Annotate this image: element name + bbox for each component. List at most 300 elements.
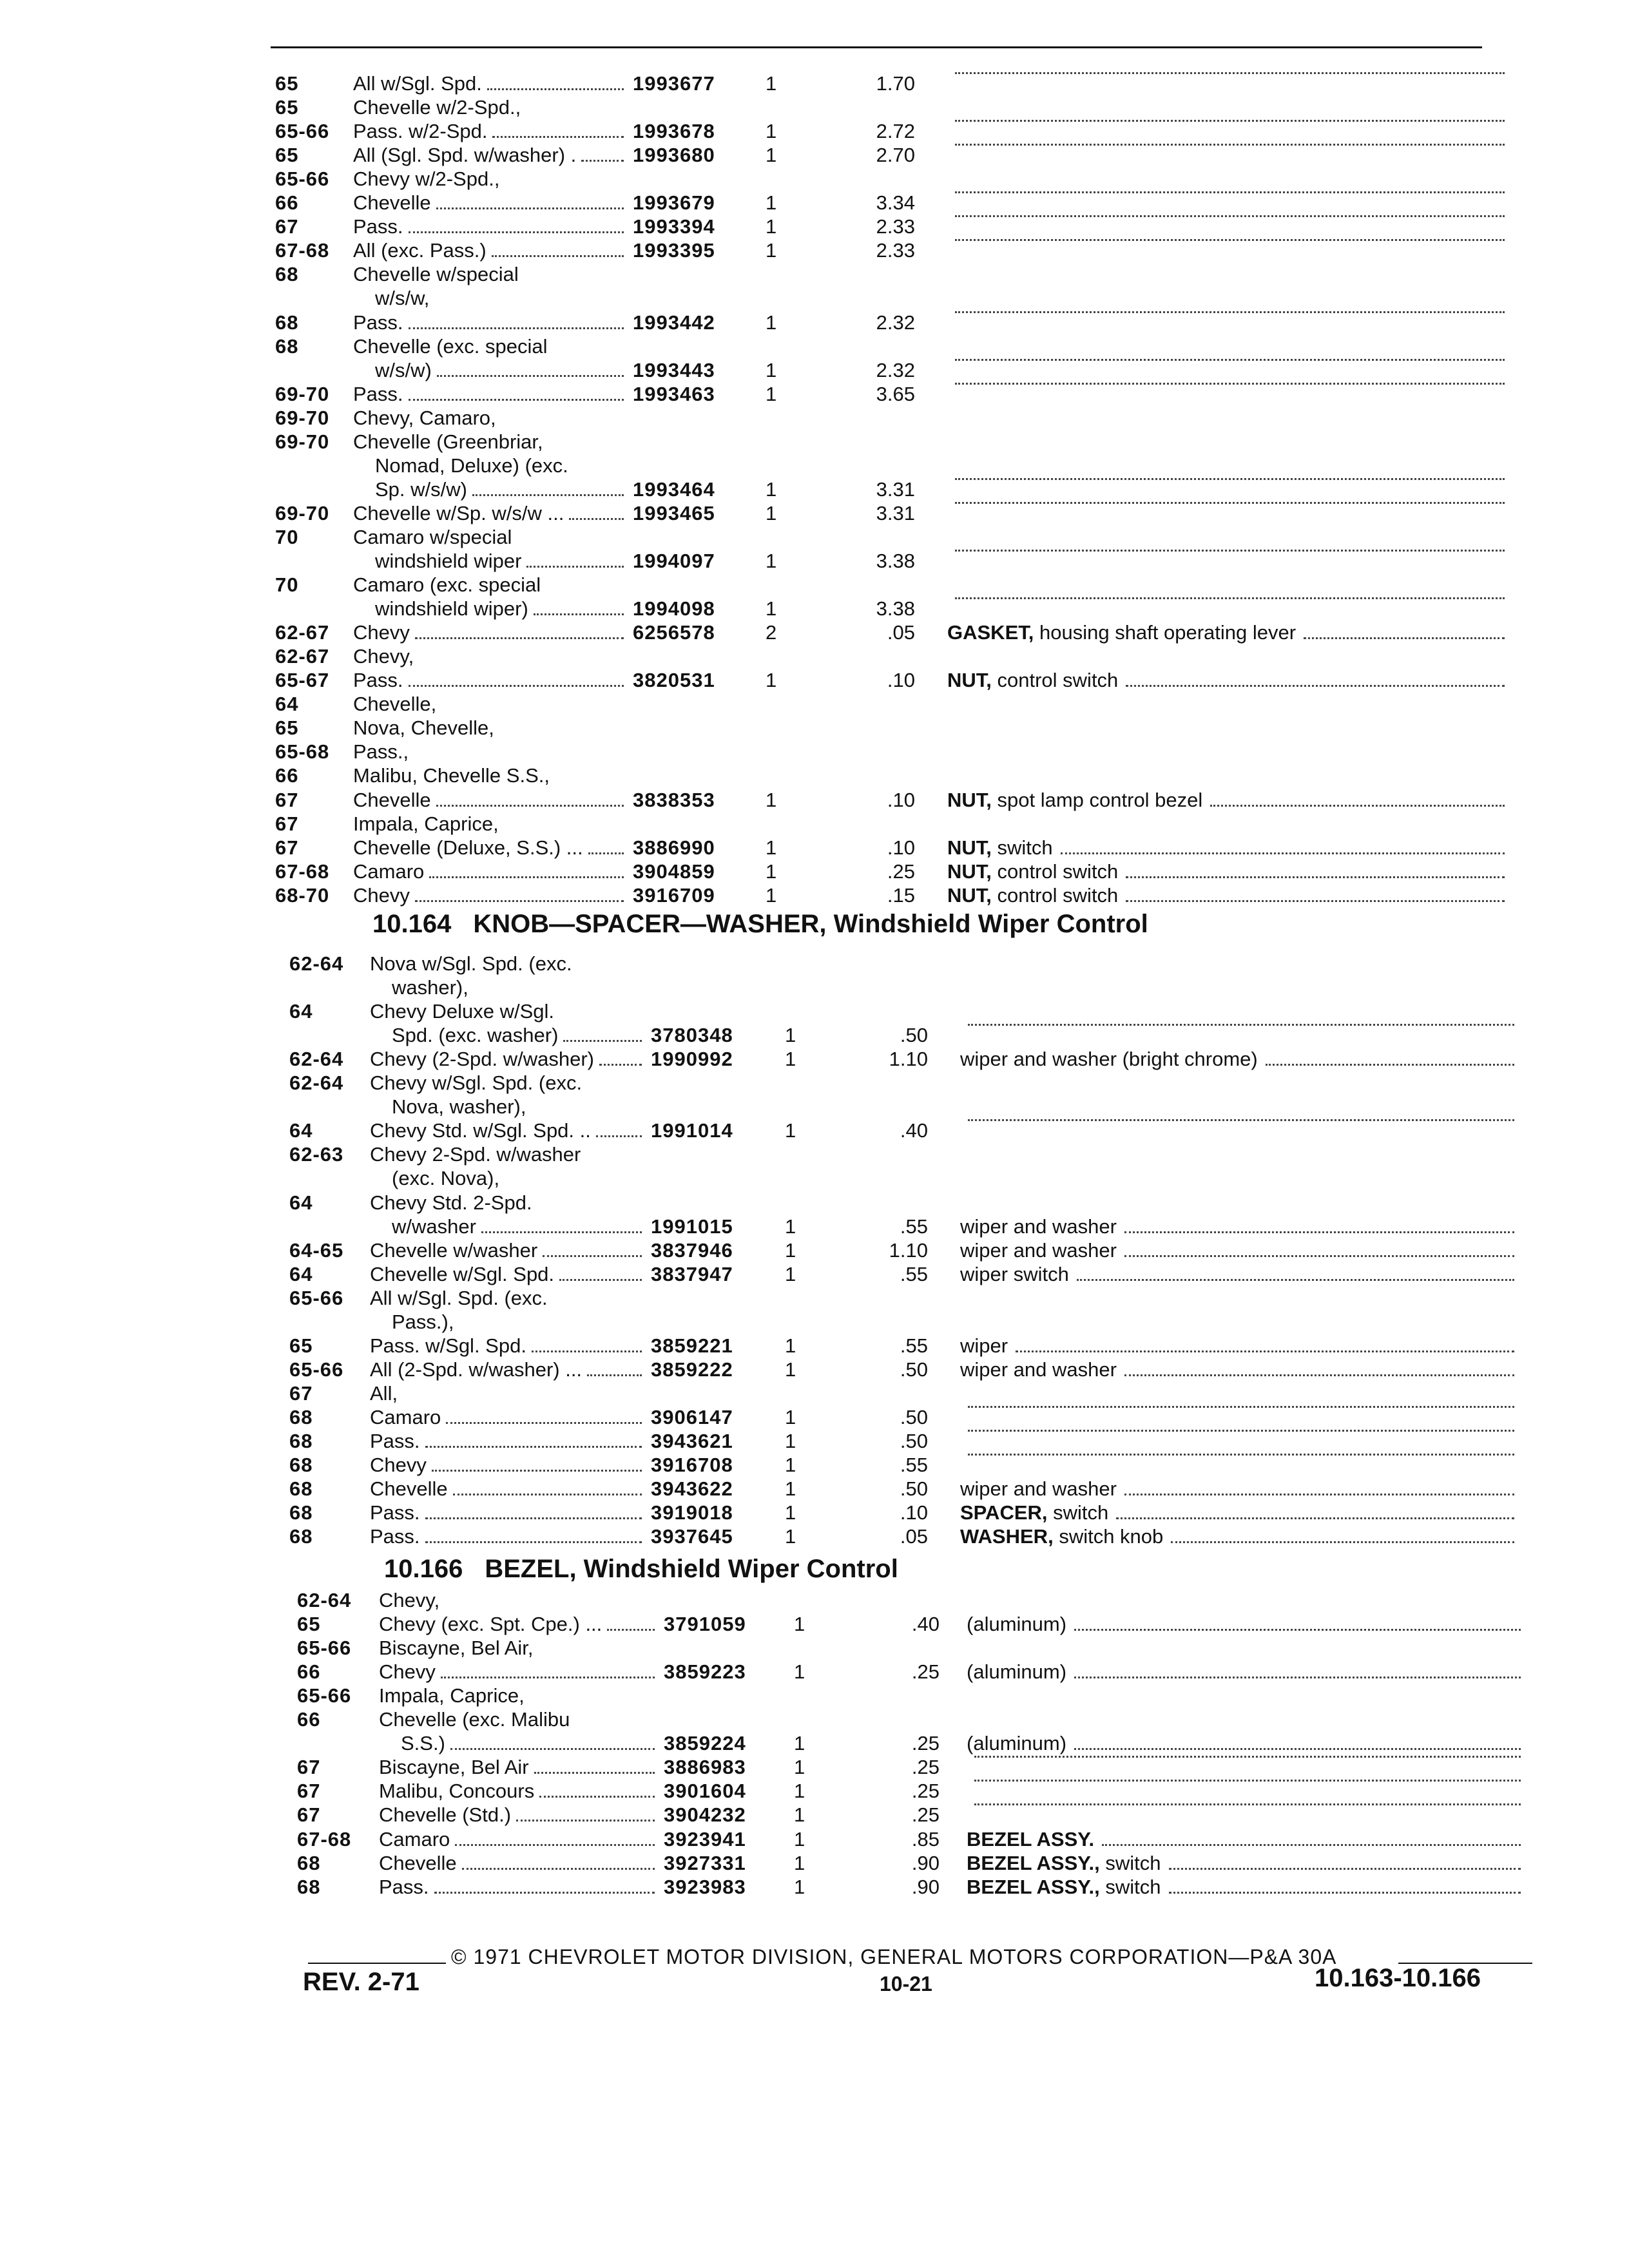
price: .25	[911, 1780, 940, 1803]
quantity: 1	[766, 836, 777, 859]
leader-dots	[581, 160, 624, 162]
model-text: w/s/w)	[375, 358, 432, 381]
description-cell	[947, 550, 1505, 557]
model-cell	[401, 1732, 659, 1755]
description-text	[960, 1477, 1117, 1501]
model-text: Biscayne, Bel Air	[379, 1756, 529, 1779]
part-number: 3859223	[664, 1660, 746, 1684]
model-cell	[375, 597, 628, 620]
leader-dots	[534, 613, 624, 615]
leader-dots	[450, 1748, 655, 1750]
model-cell	[370, 1119, 646, 1142]
description-label: NUT,	[947, 669, 992, 692]
model-text: Chevelle w/special	[353, 263, 519, 286]
part-number: 1991015	[651, 1215, 733, 1238]
price: 2.32	[876, 358, 915, 381]
leader-dots	[1116, 1517, 1514, 1519]
price: .25	[911, 1660, 940, 1684]
leader-dots	[487, 88, 624, 90]
leader-dots	[436, 805, 624, 807]
footer-copyright: © 1971 CHEVROLET MOTOR DIVISION, GENERAL MOTORS CORPORATION—P&A 30A	[451, 1945, 1337, 1968]
part-number: 3837947	[651, 1262, 733, 1285]
year-cell: 64-65	[289, 1238, 344, 1262]
table-row	[0, 693, 1629, 716]
leader-dots	[1077, 1279, 1514, 1281]
description-cell	[947, 478, 1505, 485]
quantity: 1	[785, 1525, 796, 1548]
section-title: BEZEL, Windshield Wiper Control	[485, 1555, 898, 1583]
model-text: Chevelle w/Sgl. Spd.	[370, 1262, 555, 1285]
model-text: Nova w/Sgl. Spd. (exc.	[370, 952, 572, 975]
year-cell: 67	[275, 812, 299, 835]
leader-dots	[955, 383, 1505, 385]
description-cell	[960, 1454, 1514, 1461]
model-text: Pass.	[370, 1430, 420, 1452]
leader-dots	[472, 494, 624, 496]
leader-dots	[596, 1135, 642, 1137]
description-label: BEZEL ASSY.,	[967, 1851, 1100, 1874]
model-text: Chevy,	[379, 1589, 440, 1611]
model-text: Impala, Caprice,	[353, 812, 499, 835]
year-cell: 65	[275, 716, 299, 740]
quantity: 1	[785, 1238, 796, 1262]
price: 2.33	[876, 239, 915, 262]
year-cell: 65-68	[275, 740, 330, 764]
leader-dots	[607, 1629, 655, 1631]
table-row	[0, 335, 1629, 358]
description-detail: wiper and washer	[960, 1215, 1117, 1238]
price: .90	[911, 1875, 940, 1898]
table-row	[0, 1637, 1629, 1660]
part-number: 1993394	[633, 215, 715, 238]
part-number: 1994098	[633, 597, 715, 620]
description-cell	[967, 1780, 1521, 1787]
table-row	[0, 1756, 1629, 1779]
part-number: 1993442	[633, 311, 715, 334]
year-cell: 66	[297, 1708, 321, 1731]
part-number: 3859221	[651, 1334, 733, 1357]
description-detail: switch knob	[1059, 1525, 1164, 1548]
table-row	[0, 1287, 1629, 1310]
part-number: 3859222	[651, 1358, 733, 1381]
model-cell	[379, 1684, 525, 1707]
model-cell	[353, 740, 409, 764]
model-text: Chevy,	[353, 645, 414, 668]
quantity: 1	[766, 860, 777, 883]
leader-dots	[955, 239, 1505, 241]
model-cell	[353, 430, 543, 454]
year-cell: 67	[275, 788, 299, 811]
model-text: Nova, washer),	[392, 1095, 526, 1119]
part-number: 3927331	[664, 1851, 746, 1874]
description-text	[960, 1501, 1108, 1524]
model-text: Chevy	[379, 1660, 436, 1684]
table-row	[0, 740, 1629, 764]
year-cell: 70	[275, 525, 299, 548]
description-cell	[960, 1263, 1514, 1286]
table-row	[0, 1311, 1629, 1334]
year-cell: 62-64	[297, 1589, 352, 1611]
model-cell	[370, 1454, 646, 1477]
table-row	[0, 407, 1629, 430]
description-label: WASHER,	[960, 1525, 1054, 1548]
description-cell	[967, 1756, 1521, 1763]
model-cell	[379, 1780, 659, 1803]
model-text: Impala, Caprice,	[379, 1684, 525, 1707]
table-row	[0, 1215, 1629, 1238]
year-cell: 68	[275, 334, 299, 358]
model-cell	[353, 215, 628, 238]
table-row	[0, 383, 1629, 406]
section-heading-10-166	[384, 1555, 898, 1584]
model-text: All,	[370, 1381, 398, 1405]
model-text: All (exc. Pass.)	[353, 239, 487, 262]
model-cell	[379, 1852, 659, 1875]
price: 3.38	[876, 550, 915, 572]
description-cell	[967, 1828, 1521, 1851]
quantity: 1	[785, 1119, 796, 1142]
model-text: Chevy w/2-Spd.,	[353, 168, 500, 191]
part-number: 1994097	[633, 550, 715, 572]
leader-dots	[968, 1406, 1514, 1408]
description-text	[960, 1334, 1008, 1358]
model-cell	[370, 1263, 646, 1286]
description-cell	[960, 1048, 1514, 1071]
model-cell	[370, 1382, 398, 1405]
quantity: 1	[794, 1780, 805, 1803]
model-cell	[370, 952, 572, 975]
description-cell	[960, 1358, 1514, 1381]
model-text: Chevelle (Greenbriar,	[353, 430, 543, 453]
model-text: Pass.	[379, 1875, 429, 1898]
quantity: 1	[794, 1827, 805, 1850]
model-cell	[353, 669, 628, 692]
model-text: Chevy Std. w/Sgl. Spd. ..	[370, 1119, 591, 1142]
model-text: washer),	[392, 976, 468, 999]
price: 2.32	[876, 311, 915, 334]
model-cell	[353, 812, 499, 836]
table-row	[0, 573, 1629, 597]
year-cell: 68	[297, 1875, 321, 1898]
description-detail: wiper and washer	[960, 1238, 1117, 1262]
year-cell: 62-67	[275, 645, 330, 668]
model-cell	[370, 1287, 548, 1310]
price: .25	[911, 1732, 940, 1755]
table-row	[0, 1143, 1629, 1166]
leader-dots	[1210, 805, 1505, 807]
year-cell: 65-67	[275, 669, 330, 692]
model-text: Chevelle w/washer	[370, 1238, 538, 1262]
year-cell: 62-64	[289, 1072, 344, 1095]
description-detail: switch	[1105, 1875, 1161, 1898]
year-cell: 70	[275, 573, 299, 597]
year-cell: 67	[297, 1756, 321, 1779]
model-text: Camaro	[353, 860, 425, 883]
quantity: 1	[766, 477, 777, 501]
table-row	[0, 1852, 1629, 1875]
table-row	[0, 1167, 1629, 1190]
leader-dots	[492, 255, 624, 257]
leader-dots	[588, 852, 624, 854]
description-text	[960, 1358, 1117, 1381]
description-detail: housing shaft operating lever	[1039, 621, 1296, 644]
model-cell	[370, 1501, 646, 1524]
quantity: 1	[794, 1875, 805, 1898]
description-detail: spot lamp control bezel	[997, 788, 1203, 811]
year-cell: 67-68	[297, 1827, 352, 1850]
description-cell	[960, 1239, 1514, 1262]
year-cell: 68	[289, 1405, 313, 1428]
leader-dots	[974, 1803, 1521, 1805]
model-text: Pass.	[353, 311, 403, 334]
leader-dots	[1124, 1494, 1514, 1495]
leader-dots	[955, 144, 1505, 146]
table-row	[0, 215, 1629, 238]
model-text: Chevelle w/Sp. w/s/w ...	[353, 501, 564, 524]
model-cell	[392, 1311, 454, 1334]
quantity: 1	[794, 1613, 805, 1636]
year-cell: 64	[289, 1119, 313, 1142]
leader-dots	[429, 876, 624, 878]
price: .55	[900, 1334, 928, 1357]
quantity: 1	[785, 1048, 796, 1071]
price: .25	[911, 1756, 940, 1779]
description-detail: switch	[997, 836, 1053, 859]
price: .50	[900, 1430, 928, 1452]
part-number: 1993680	[633, 144, 715, 167]
leader-dots	[1304, 637, 1505, 639]
price: 1.10	[889, 1238, 928, 1262]
model-cell	[353, 144, 628, 167]
leader-dots	[955, 191, 1505, 193]
quantity: 1	[785, 1215, 796, 1238]
table-row	[0, 191, 1629, 215]
part-number: 1993677	[633, 72, 715, 95]
leader-dots	[1126, 685, 1505, 687]
quantity: 1	[794, 1803, 805, 1827]
model-text: Pass. w/Sgl. Spd.	[370, 1334, 526, 1357]
part-number: 3906147	[651, 1405, 733, 1428]
leader-dots	[543, 1255, 642, 1257]
model-cell	[379, 1803, 659, 1827]
quantity: 1	[785, 1334, 796, 1357]
model-cell	[353, 168, 499, 191]
leader-dots	[1169, 1892, 1521, 1894]
description-cell	[960, 1119, 1514, 1126]
year-cell: 64	[289, 1191, 313, 1214]
model-cell	[375, 550, 628, 573]
year-cell: 65	[275, 72, 299, 95]
model-text: windshield wiper)	[375, 597, 528, 620]
leader-dots	[1126, 900, 1505, 902]
price: .40	[911, 1613, 940, 1636]
table-row	[0, 168, 1629, 191]
table-row	[0, 454, 1629, 477]
description-detail: switch	[1105, 1851, 1161, 1874]
part-number: 1990992	[651, 1048, 733, 1071]
model-cell	[370, 1143, 581, 1166]
model-cell	[353, 96, 521, 119]
description-label: NUT,	[947, 860, 992, 883]
leader-dots	[446, 1422, 642, 1424]
leader-dots	[539, 1796, 655, 1798]
leader-dots	[432, 1470, 642, 1472]
description-text	[967, 1876, 1161, 1899]
part-number: 3923983	[664, 1875, 746, 1898]
year-cell: 65-66	[289, 1286, 344, 1309]
description-detail: wiper and washer	[960, 1358, 1117, 1381]
description-cell	[947, 597, 1505, 604]
price: .05	[900, 1525, 928, 1548]
description-cell	[947, 884, 1505, 907]
model-cell	[379, 1613, 659, 1636]
year-cell: 67	[289, 1381, 313, 1405]
quantity: 1	[766, 669, 777, 692]
year-cell: 65-66	[289, 1358, 344, 1381]
table-row	[0, 430, 1629, 454]
table-row	[0, 789, 1629, 812]
model-text: Chevy	[353, 883, 410, 907]
quantity: 1	[766, 144, 777, 167]
part-number: 3943622	[651, 1477, 733, 1501]
model-text: Chevelle	[379, 1851, 457, 1874]
leader-dots	[1016, 1350, 1514, 1352]
table-row	[0, 1477, 1629, 1501]
description-cell	[960, 1430, 1514, 1437]
leader-dots	[587, 1374, 642, 1376]
table-row	[0, 836, 1629, 860]
leader-dots	[955, 215, 1505, 217]
model-cell	[370, 1430, 646, 1453]
model-cell	[353, 573, 541, 597]
year-cell: 68	[289, 1430, 313, 1452]
model-text: Chevy	[353, 621, 410, 644]
quantity: 1	[794, 1756, 805, 1779]
model-text: w/washer	[392, 1215, 476, 1238]
model-cell	[392, 1215, 646, 1238]
description-text	[960, 1239, 1117, 1262]
table-row	[0, 96, 1629, 119]
quantity: 1	[766, 883, 777, 907]
leader-dots	[1266, 1064, 1514, 1066]
leader-dots	[441, 1677, 655, 1678]
description-detail: wiper and washer	[960, 1477, 1117, 1501]
description-detail: (aluminum)	[967, 1613, 1067, 1636]
description-cell	[947, 191, 1505, 198]
description-detail: wiper	[960, 1334, 1008, 1357]
model-cell	[392, 1095, 526, 1119]
model-text: windshield wiper	[375, 550, 522, 572]
description-detail: control switch	[997, 883, 1119, 907]
leader-dots	[1074, 1748, 1521, 1750]
leader-dots	[526, 566, 624, 568]
year-cell: 65	[297, 1613, 321, 1636]
quantity: 1	[766, 215, 777, 238]
model-cell	[353, 191, 628, 215]
model-text: Chevy 2-Spd. w/washer	[370, 1143, 581, 1166]
table-row	[0, 1358, 1629, 1381]
model-cell	[379, 1828, 659, 1851]
model-text: Nomad, Deluxe) (exc.	[375, 454, 568, 477]
year-cell: 68	[289, 1454, 313, 1477]
description-cell	[947, 502, 1505, 509]
description-label: BEZEL ASSY.	[967, 1827, 1095, 1850]
price: 1.10	[889, 1048, 928, 1071]
description-text	[947, 669, 1118, 692]
part-number: 3820531	[633, 669, 715, 692]
description-label: NUT,	[947, 836, 992, 859]
part-number: 3791059	[664, 1613, 746, 1636]
quantity: 1	[785, 1454, 796, 1477]
leader-dots	[955, 120, 1505, 122]
model-text: Biscayne, Bel Air,	[379, 1637, 534, 1660]
quantity: 1	[785, 1477, 796, 1501]
model-cell	[353, 239, 628, 262]
model-text: Pass.),	[392, 1310, 454, 1333]
description-cell	[947, 359, 1505, 366]
model-text: Chevy, Camaro,	[353, 406, 496, 429]
part-number: 3943621	[651, 1430, 733, 1452]
price: 2.70	[876, 144, 915, 167]
year-cell: 62-64	[289, 1048, 344, 1071]
year-cell: 67	[275, 215, 299, 238]
description-text	[967, 1732, 1066, 1755]
year-cell: 69-70	[275, 430, 330, 453]
leader-dots	[955, 597, 1505, 599]
model-cell	[353, 764, 550, 787]
price: .50	[900, 1477, 928, 1501]
model-cell	[375, 478, 628, 501]
description-detail: control switch	[997, 860, 1119, 883]
table-row	[0, 1072, 1629, 1095]
model-cell	[370, 1525, 646, 1548]
table-row	[0, 621, 1629, 644]
year-cell: 62-67	[275, 621, 330, 644]
table-row	[0, 1780, 1629, 1803]
price: .50	[900, 1024, 928, 1047]
quantity: 1	[794, 1732, 805, 1755]
table-row	[0, 1732, 1629, 1755]
description-cell	[967, 1613, 1521, 1636]
year-cell: 69-70	[275, 501, 330, 524]
model-cell	[353, 860, 628, 883]
model-cell	[392, 1167, 499, 1190]
model-text: All w/Sgl. Spd. (exc.	[370, 1286, 548, 1309]
model-cell	[353, 72, 628, 95]
description-text	[960, 1525, 1163, 1548]
model-text: Malibu, Chevelle S.S.,	[353, 764, 550, 787]
description-detail: control switch	[997, 669, 1119, 692]
description-cell	[947, 144, 1505, 151]
leader-dots	[599, 1064, 642, 1066]
description-text	[967, 1828, 1094, 1851]
description-cell	[960, 1477, 1514, 1501]
top-rule	[271, 46, 1482, 48]
model-cell	[375, 454, 568, 477]
model-text: Pass.	[370, 1525, 420, 1548]
model-cell	[353, 383, 628, 406]
price: .40	[900, 1119, 928, 1142]
leader-dots	[437, 375, 624, 377]
model-cell	[370, 1334, 646, 1358]
year-cell: 67	[297, 1803, 321, 1827]
part-number: 3937645	[651, 1525, 733, 1548]
quantity: 1	[785, 1405, 796, 1428]
quantity: 1	[766, 191, 777, 215]
quantity: 1	[766, 788, 777, 811]
model-text: Malibu, Concours	[379, 1780, 535, 1803]
description-text	[960, 1263, 1069, 1286]
